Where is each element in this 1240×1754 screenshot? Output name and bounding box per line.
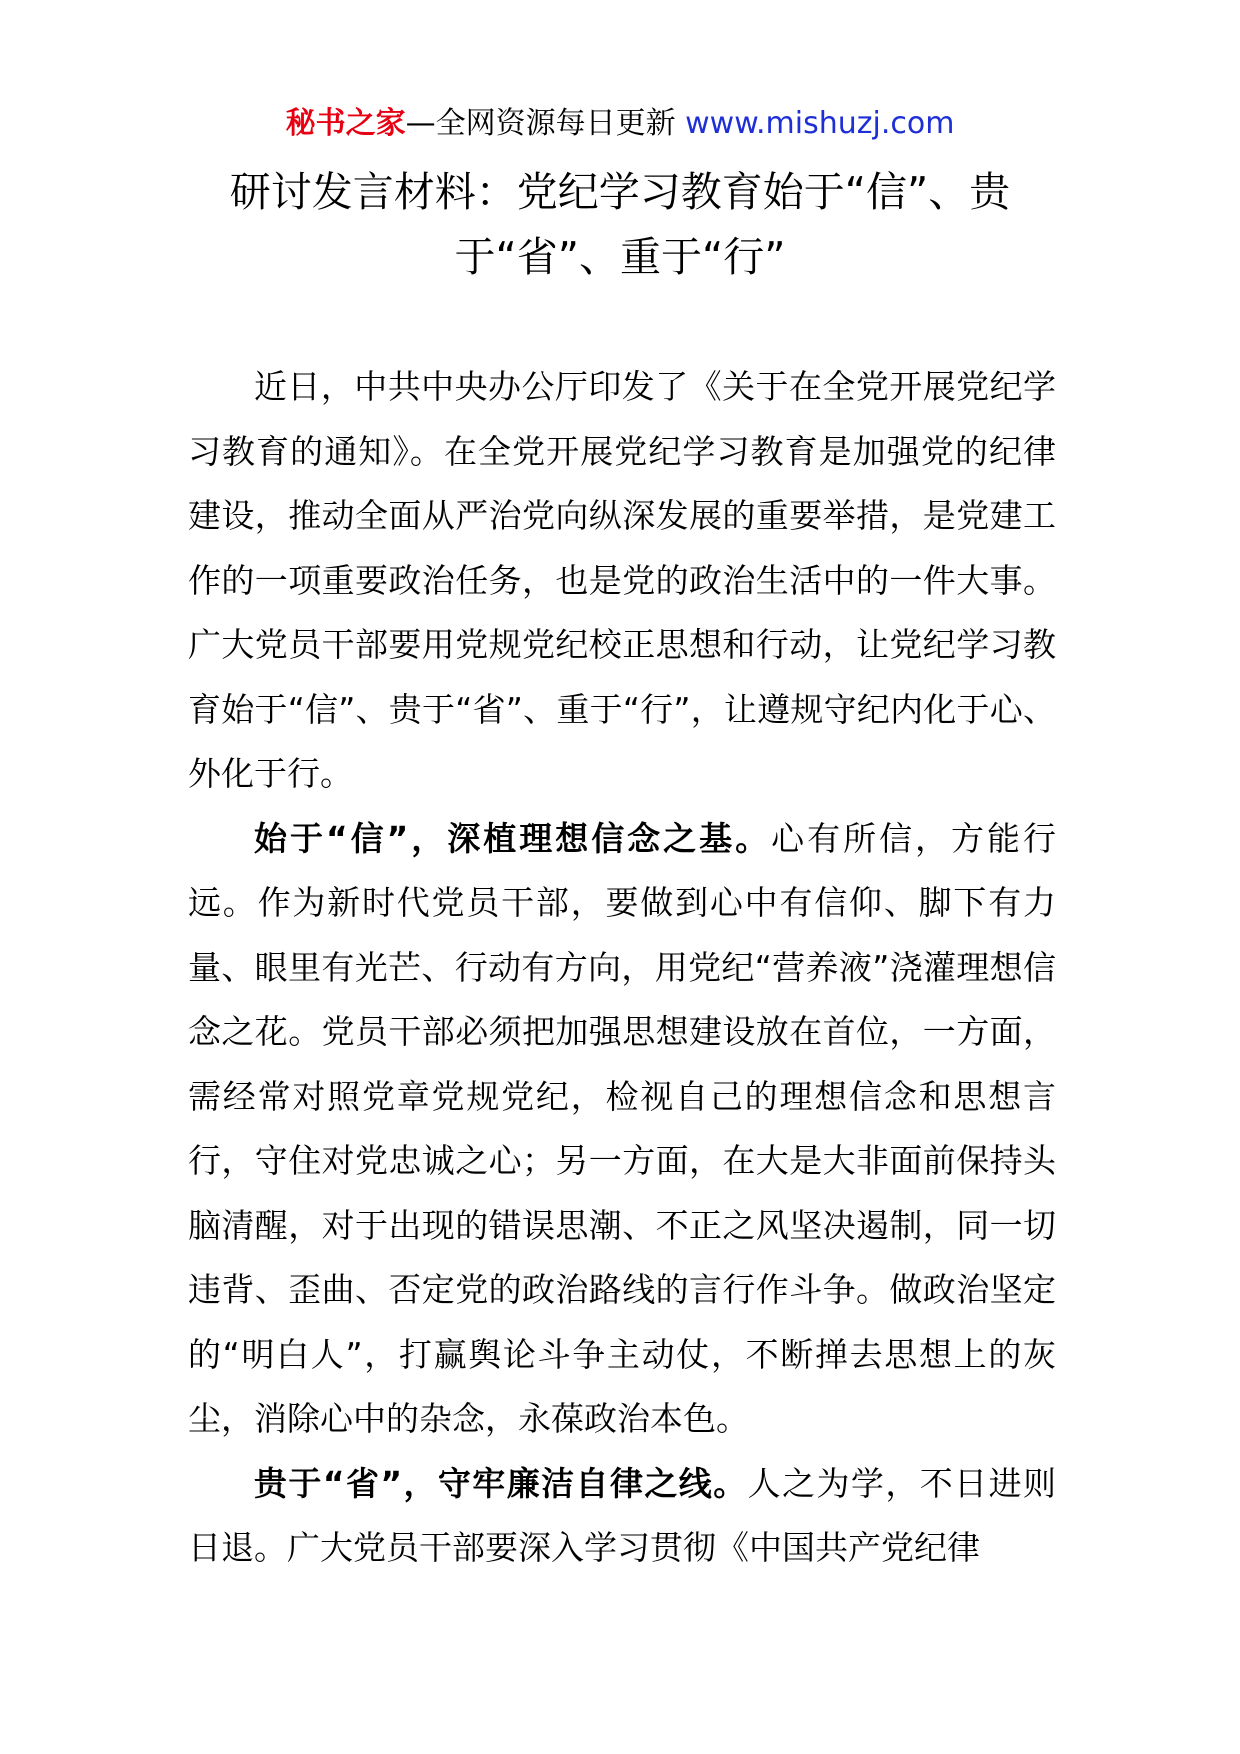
body-paragraph-1 [188,355,1056,807]
paragraph-text: 人之为学，不日进则日退。广大党员干部要深入学习贯彻《中国共产党纪律 [188,1463,1056,1567]
document-body [188,355,1056,1581]
header-banner [0,100,1240,148]
paragraph-text: 心有所信，方能行远。作为新时代党员干部，要做到心中有信仰、脚下有力量、眼里有光芒、行动有方向，用党纪“营养液”浇灌理想信念之花。党员干部必须把加强思想建设放在首位，一方面，需经常对照党章党规党纪，检视自己的理想信念和思想言行，守住对党忠诚之心；另一方面，在大是大非面前保持头脑清醒，对于出现的错误思潮、不正之风坚决遏制，同一切违背、歪曲、否定党的政治路线的言行作斗争。做政治坚定的“明白人”，打赢舆论斗争主动仗，不断掸去思想上的灰尘，消除心中的杂念，永葆政治本色。 [188,818,1057,1438]
document-title: 研讨发言材料：党纪学习教育始于“信”、贵于“省”、重于“行” [229,168,1011,281]
paragraph-lead: 贵于“省”，守牢廉洁自律之线。 [254,1463,748,1503]
paragraph-text: 近日，中共中央办公厅印发了《关于在全党开展党纪学习教育的通知》。在全党开展党纪学习教育是加强党的纪律建设，推动全面从严治党向纵深发展的重要举措，是党建工作的一项重要政治任务，也是党的政治生活中的一件大事。广大党员干部要用党规党纪校正思想和行动，让党纪学习教育始于“信”、贵于“省”、重于“行”，让遵规守纪内化于心、外化于行。 [188,367,1056,793]
header-tagline: —全网资源每日更新 [405,106,676,141]
paragraph-lead: 始于“信”，深植理想信念之基。 [254,818,772,858]
body-paragraph-2 [188,807,1056,1452]
brand-name: 秘书之家 [285,106,406,141]
site-url-link[interactable]: www.mishuzj.com [685,106,955,141]
body-paragraph-3 [188,1452,1056,1581]
